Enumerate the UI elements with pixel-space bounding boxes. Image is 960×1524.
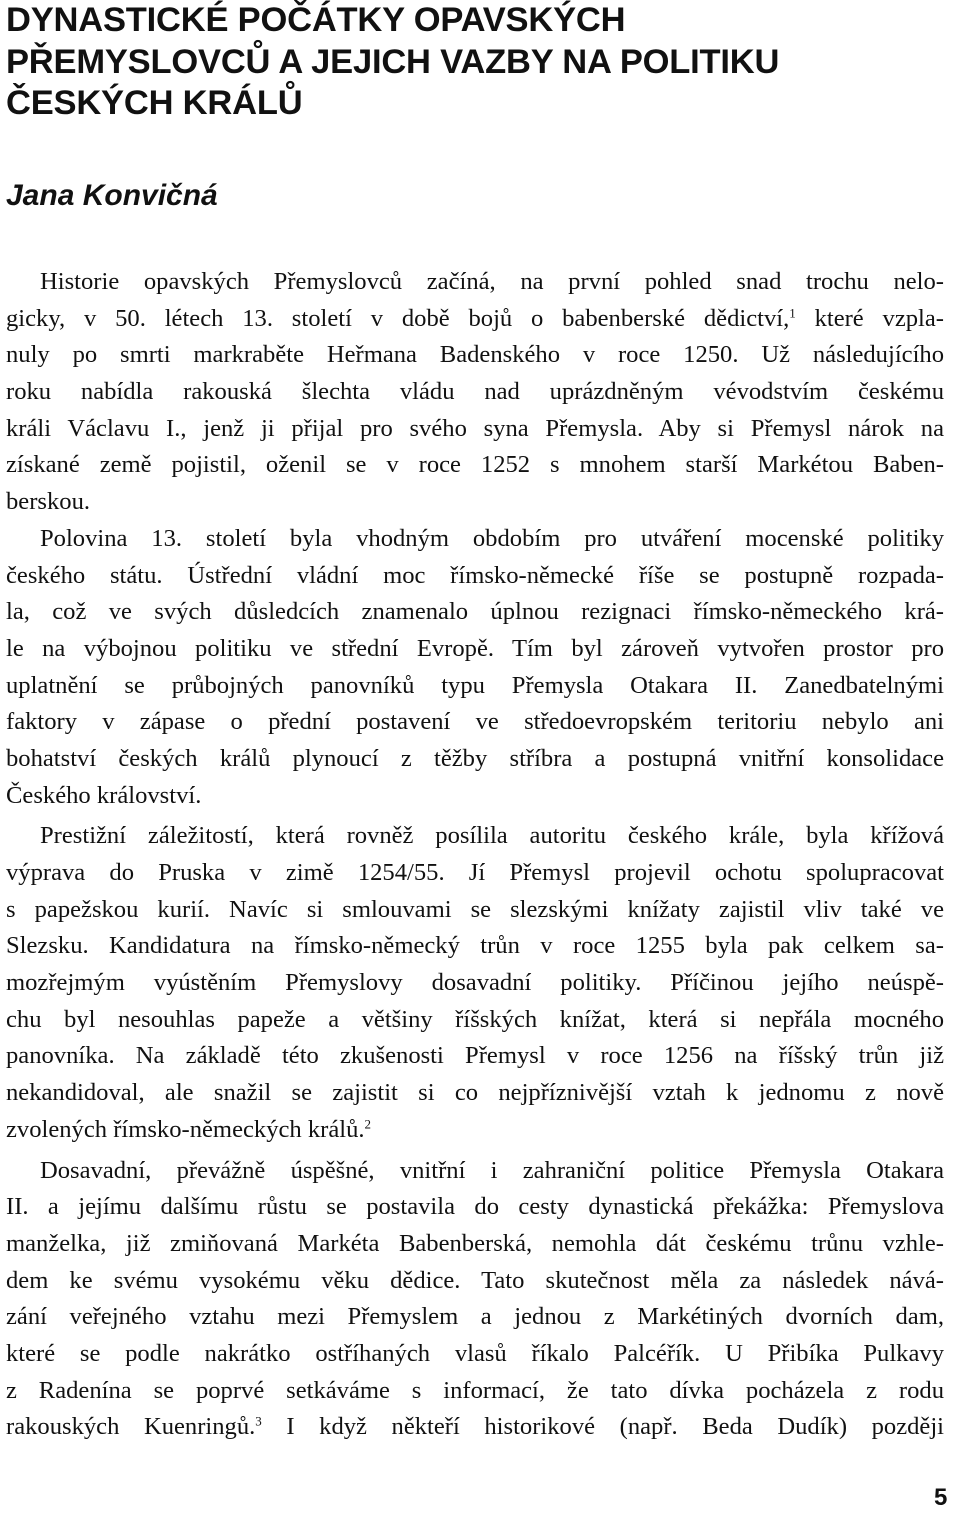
text-line [6,301,944,338]
text-line: které se podle nakrátko ostříhaných vlasů říkalo Palcéřík. U Přibíka Pulkavy [6,1339,944,1367]
text-span: gicky, v 50. létech 13. století v době bojů o babenberské dědictví, [6,304,790,332]
page-number: 5 [934,1484,948,1511]
paragraph [6,264,944,521]
text-span: rakouských Kuenringů. [6,1413,256,1441]
text-line: roku nabídla rakouská šlechta vládu nad uprázdněným vévodstvím českému [6,378,944,406]
article-body [6,264,944,1446]
text-line: faktory v zápase o přední postavení ve středoevropském teritoriu nebylo ani [6,708,944,736]
text-line: uplatnění se průbojných panovníků typu Přemysla Otakara II. Zanedbatelnými [6,671,944,699]
text-line: s papežskou kurií. Navíc si smlouvami se slezskými knížaty zajistil vliv také ve [6,895,944,923]
text-line: výprava do Pruska v zimě 1254/55. Jí Přemysl projevil ochotu spolupracovat [6,859,944,886]
text-line: nuly po smrti markraběte Heřmana Badenského v roce 1250. Už následujícího [6,341,944,369]
text-line: králi Václavu I., jenž ji přijal pro svého syna Přemysla. Aby si Přemysl nárok na [6,414,944,442]
text-line: nekandidoval, ale snažil se zajistit si co nejpříznivější vztah k jednomu z nově [6,1079,944,1107]
text-line: manželka, již zmiňovaná Markéta Babenberská, nemohla dát českému trůnu vzhle- [6,1229,944,1257]
title-line: ČESKÝCH KRÁLŮ [6,84,303,122]
paragraph [6,1153,944,1447]
text-span: I když někteří historikové (např. Beda Dudík) později [261,1413,944,1441]
text-line: Dosavadní, převážně úspěšné, vnitřní i zahraniční politice Přemysla Otakara [40,1156,944,1184]
text-line: mozřejmým vyústěním Přemyslovy dosavadní politiky. Příčinou jejího neúspě- [6,969,944,997]
text-line: českého státu. Ústřední vládní moc římsko-německé říše se postupně rozpada- [6,561,944,589]
author-name: Jana Konvičná [6,179,218,212]
title-line: PŘEMYSLOVCŮ A JEJICH VAZBY NA POLITIKU [6,42,780,81]
text-line: Polovina 13. století byla vhodným obdobím pro utváření mocenské politiky [40,524,944,552]
text-line [6,1112,944,1149]
text-span: zvolených římsko-německých králů. [6,1115,365,1143]
article-title [6,0,946,125]
text-line: Slezsku. Kandidatura na římsko-německý trůn v roce 1255 byla pak celkem sa- [6,932,944,960]
text-line: dem ke svému vysokému věku dědice. Tato skutečnost měla za následek nává- [6,1266,944,1294]
text-line: z Radenína se poprvé setkáváme s informací, že tato dívka pocházela z rodu [6,1376,944,1404]
title-line: DYNASTICKÉ POČÁTKY OPAVSKÝCH [6,1,626,39]
footnote-ref-2[interactable]: 2 [364,1116,372,1132]
text-line: zání veřejného vztahu mezi Přemyslem a jednou z Markétiných dvorních dam, [6,1303,944,1331]
paragraph [6,818,944,1148]
paragraph [6,521,944,815]
text-line: chu byl nesouhlas papeže a většiny říšských knížat, která si nepřála mocného [6,1005,944,1033]
text-line: panovníka. Na základě této zkušenosti Přemysl v roce 1256 na říšský trůn již [6,1042,944,1070]
text-span: které vzpla- [795,304,944,332]
footnote-ref-1[interactable]: 1 [789,305,796,321]
text-line: Historie opavských Přemyslovců začíná, na první pohled snad trochu nelo- [40,268,944,295]
text-line: získané země pojistil, oženil se v roce 1252 s mnohem starší Markétou Baben- [6,451,944,479]
text-line: bohatství českých králů plynoucí z těžby stříbra a postupná vnitřní konsolidace [6,744,944,772]
text-line: Českého království. [6,781,202,809]
text-line [6,1409,944,1446]
text-line: la, což ve svých důsledcích znamenalo úplnou rezignaci římsko-německého krá- [6,598,944,626]
text-line: le na výbojnou politiku ve střední Evropě. Tím byl zároveň vytvořen prostor pro [6,634,944,662]
text-line: berskou. [6,488,91,516]
footnote-ref-3[interactable]: 3 [255,1413,262,1429]
text-line: II. a jejímu dalšímu růstu se postavila do cesty dynastická překážka: Přemyslova [6,1193,944,1221]
text-line: Prestižní záležitostí, která rovněž posílila autoritu českého krále, byla křížová [40,822,944,850]
